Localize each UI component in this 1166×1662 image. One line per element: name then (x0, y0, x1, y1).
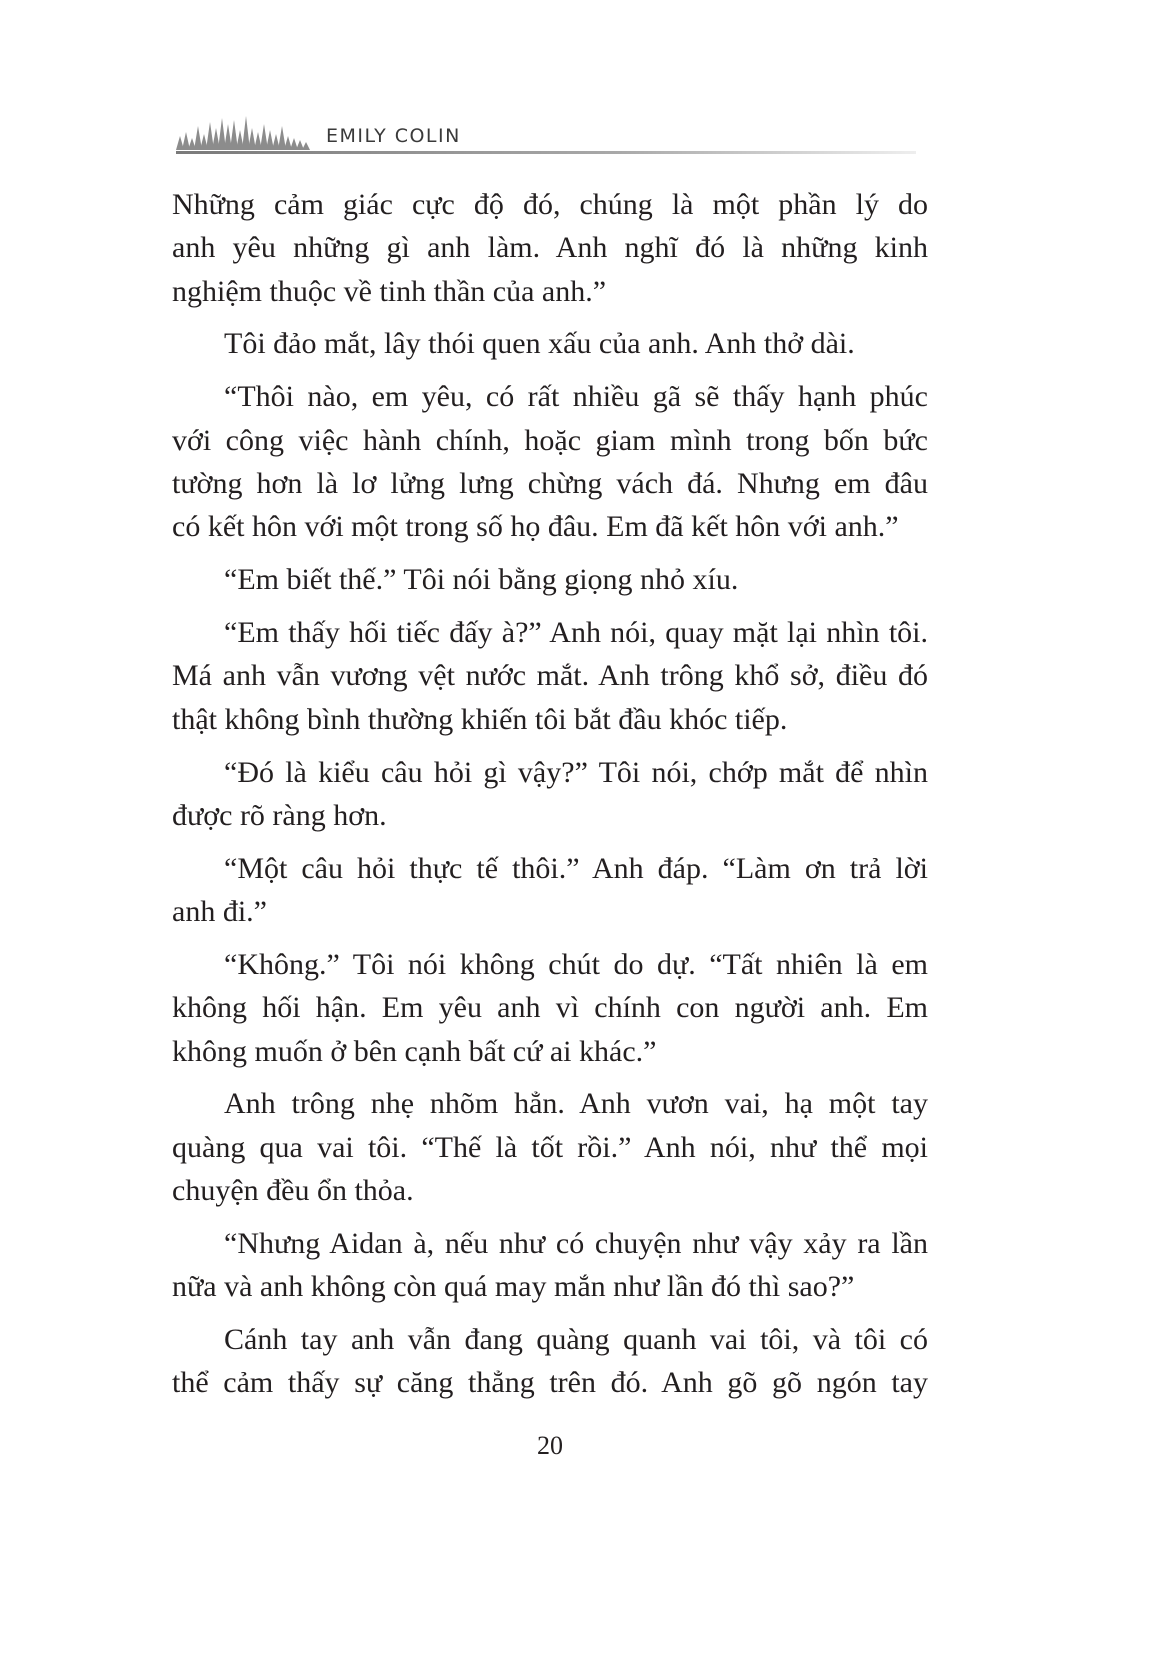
text-line: “Không.” Tôi nói không chút do dự. “Tất nhiên là em (224, 947, 928, 981)
pine-tree-icon (302, 142, 310, 150)
text-line: Tôi đảo mắt, lây thói quen xấu của anh. Anh thở dài. (224, 327, 855, 361)
text-line: chuyện đều ổn thỏa. (172, 1173, 414, 1207)
text-line: Những cảm giác cực độ đó, chúng là một phần lý do (172, 188, 928, 221)
running-header (176, 108, 936, 153)
paragraph (172, 558, 928, 601)
pine-tree-icon (194, 126, 202, 150)
paragraph (172, 1082, 928, 1212)
pine-tree-icon (242, 116, 250, 150)
text-line: tường hơn là lơ lửng lưng chừng vách đá. Nhưng em đâu (172, 466, 928, 500)
pine-tree-icon (230, 120, 238, 150)
pine-tree-icon (278, 126, 286, 150)
text-line: thật không bình thường khiến tôi bắt đầu khóc tiếp. (172, 702, 788, 736)
text-line: anh đi.” (172, 895, 267, 929)
text-line: quàng qua vai tôi. “Thế là tốt rồi.” Anh nói, như thể mọi (172, 1130, 928, 1164)
text-line: nữa và anh không còn quá may mắn như lần đó thì sao?” (172, 1270, 855, 1304)
paragraph (172, 751, 928, 838)
text-line: có kết hôn với một trong số họ đâu. Em đã kết hôn với anh.” (172, 510, 899, 544)
text-line: anh yêu những gì anh làm. Anh nghĩ đó là những kinh (172, 231, 928, 265)
paragraph (172, 322, 928, 365)
page-number: 20 (537, 1431, 563, 1460)
book-text (172, 183, 928, 1414)
text-line: “Thôi nào, em yêu, có rất nhiều gã sẽ thấy hạnh phúc (224, 380, 928, 414)
text-line: không hối hận. Em yêu anh vì chính con người anh. Em (172, 991, 928, 1025)
text-line: không muốn ở bên cạnh bất cứ ai khác.” (172, 1034, 657, 1068)
paragraph (172, 611, 928, 741)
text-line: Cánh tay anh vẫn đang quàng quanh vai tôi, và tôi có (224, 1323, 928, 1357)
text-line: “Em biết thế.” Tôi nói bằng giọng nhỏ xíu. (224, 563, 739, 597)
text-line: Má anh vẫn vương vệt nước mắt. Anh trông khổ sở, điều đó (172, 659, 928, 693)
text-line: Anh trông nhẹ nhõm hẳn. Anh vươn vai, hạ một tay (224, 1087, 928, 1121)
text-line: thể cảm thấy sự căng thẳng trên đó. Anh gõ gõ ngón tay (172, 1366, 928, 1400)
paragraph (172, 847, 928, 934)
paragraph (172, 375, 928, 548)
paragraph (172, 183, 928, 313)
text-line: với công việc hành chính, hoặc giam mình trong bốn bức (172, 423, 928, 457)
paragraph (172, 1222, 928, 1309)
header-rule (176, 151, 916, 154)
text-line: được rõ ràng hơn. (172, 798, 387, 832)
text-line: nghiệm thuộc về tinh thần của anh.” (172, 274, 607, 308)
author-name: EMILY COLIN (326, 125, 461, 147)
paragraph (172, 1318, 928, 1405)
text-line: “Đó là kiểu câu hỏi gì vậy?” Tôi nói, chớp mắt để nhìn (224, 755, 928, 789)
pine-tree-icon (182, 132, 190, 150)
text-line: “Nhưng Aidan à, nếu như có chuyện như vậy xảy ra lần (224, 1226, 928, 1260)
text-line: “Em thấy hối tiếc đấy à?” Anh nói, quay mặt lại nhìn tôi. (224, 616, 928, 650)
text-line: “Một câu hỏi thực tế thôi.” Anh đáp. “Làm ơn trả lời (224, 851, 928, 885)
pine-forest-ornament-icon (176, 110, 321, 152)
paragraph (172, 943, 928, 1073)
